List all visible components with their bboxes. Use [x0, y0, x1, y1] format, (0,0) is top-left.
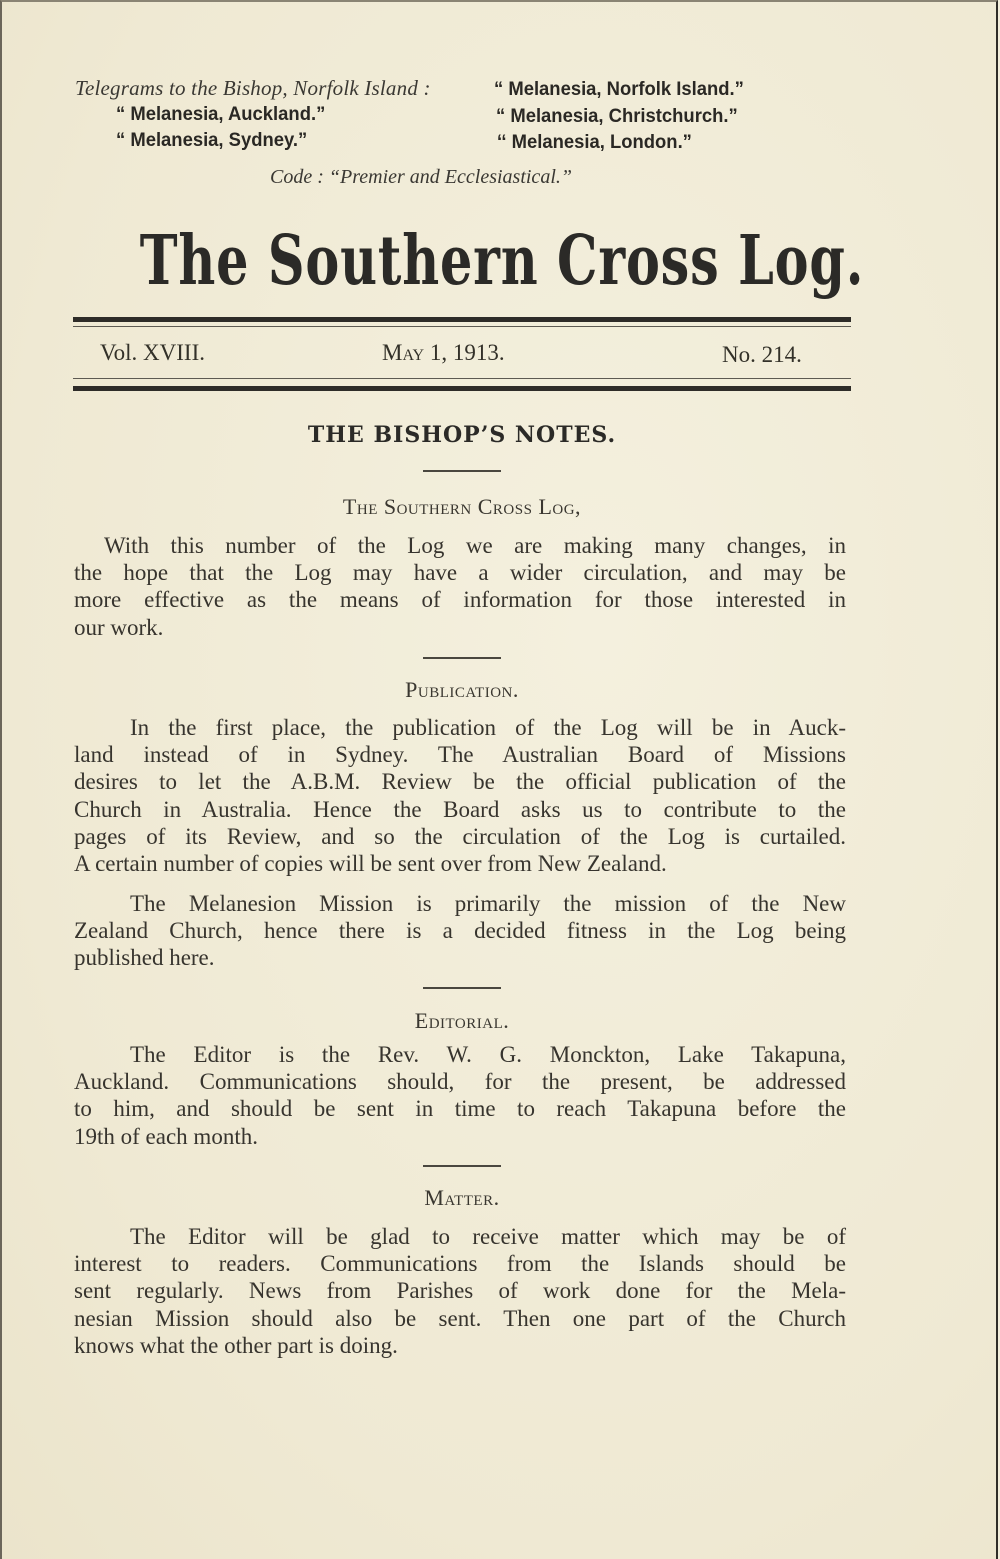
telegram-sydney: “ Melanesia, Sydney.” [116, 130, 308, 151]
text-line: more effective as the means of information for those interested in [74, 587, 846, 613]
section-divider [423, 470, 501, 472]
article-title: THE BISHOP’S NOTES. [307, 422, 617, 448]
text-line: our work. [74, 614, 164, 640]
paragraph-publication-2 [74, 890, 846, 972]
telegram-norfolk: “ Melanesia, Norfolk Island.” [494, 79, 744, 100]
text-line: Church in Australia. Hence the Board asks us to contribute to the [74, 796, 846, 822]
text-line: A certain number of copies will be sent over from New Zealand. [74, 851, 667, 877]
paragraph-publication-1 [74, 714, 846, 877]
text-line: The Melanesion Mission is primarily the mission of the New [130, 891, 846, 916]
text-line: 19th of each month. [74, 1123, 258, 1149]
telegram-christchurch: “ Melanesia, Christchurch.” [496, 106, 738, 127]
section-heading-editorial: Editorial. [414, 1008, 510, 1033]
text-line: sent regularly. News from Parishes of work done for the Mela- [74, 1278, 846, 1304]
text-line: desires to let the A.B.M. Review be the official publication of the [74, 769, 846, 795]
text-line: In the first place, the publication of the Log will be in Auck- [130, 715, 846, 740]
text-line: With this number of the Log we are making many changes, in [104, 533, 846, 558]
telegram-london: ‘‘ Melanesia, London.” [497, 132, 692, 153]
paragraph-editorial [74, 1041, 846, 1150]
volume-label: Vol. XVIII. [100, 340, 205, 365]
text-line: interest to readers. Communications from the Islands should be [74, 1251, 846, 1277]
text-line: Zealand Church, hence there is a decided fitness in the Log being [74, 918, 846, 944]
section-divider [423, 987, 501, 989]
text-line: land instead of in Sydney. The Australian Board of Missions [74, 742, 846, 768]
section-heading-matter: Matter. [424, 1185, 500, 1210]
code-line: Code : “Premier and Ecclesiastical.” [270, 166, 572, 188]
text-line: the hope that the Log may have a wider circulation, and may be [74, 560, 846, 586]
text-line: to him, and should be sent in time to reach Takapuna before the [74, 1096, 846, 1122]
section-heading-southern-cross-log: The Southern Cross Log, [342, 494, 582, 519]
masthead-rule-thin-top [73, 326, 851, 327]
text-line: pages of its Review, and so the circulation of the Log is curtailed. [74, 823, 846, 849]
telegrams-label: Telegrams to the Bishop, Norfolk Island : [75, 76, 431, 100]
paragraph-matter [74, 1223, 846, 1359]
masthead-rule-thick-top [73, 317, 851, 322]
text-line: The Editor will be glad to receive matter which may be of [130, 1224, 846, 1249]
issue-date: May 1, 1913. [382, 340, 505, 365]
paragraph-southern-cross-log [74, 532, 846, 641]
section-heading-publication: Publication. [405, 677, 519, 702]
text-line: Auckland. Communications should, for the present, be addressed [74, 1069, 846, 1095]
telegram-auckland: “ Melanesia, Auckland.” [116, 104, 326, 125]
text-line: nesian Mission should also be sent. Then one part of the Church [74, 1305, 846, 1331]
section-divider [423, 657, 501, 659]
text-line: The Editor is the Rev. W. G. Monckton, Lake Takapuna, [130, 1042, 846, 1067]
masthead-title: The Southern Cross Log. [139, 220, 865, 301]
issue-number: No. 214. [722, 342, 802, 367]
text-line: knows what the other part is doing. [74, 1332, 398, 1358]
issue-rule-thick-bottom [73, 386, 851, 391]
issue-rule-thin-bottom [73, 378, 851, 379]
text-line: published here. [74, 945, 215, 971]
section-divider [423, 1165, 501, 1167]
